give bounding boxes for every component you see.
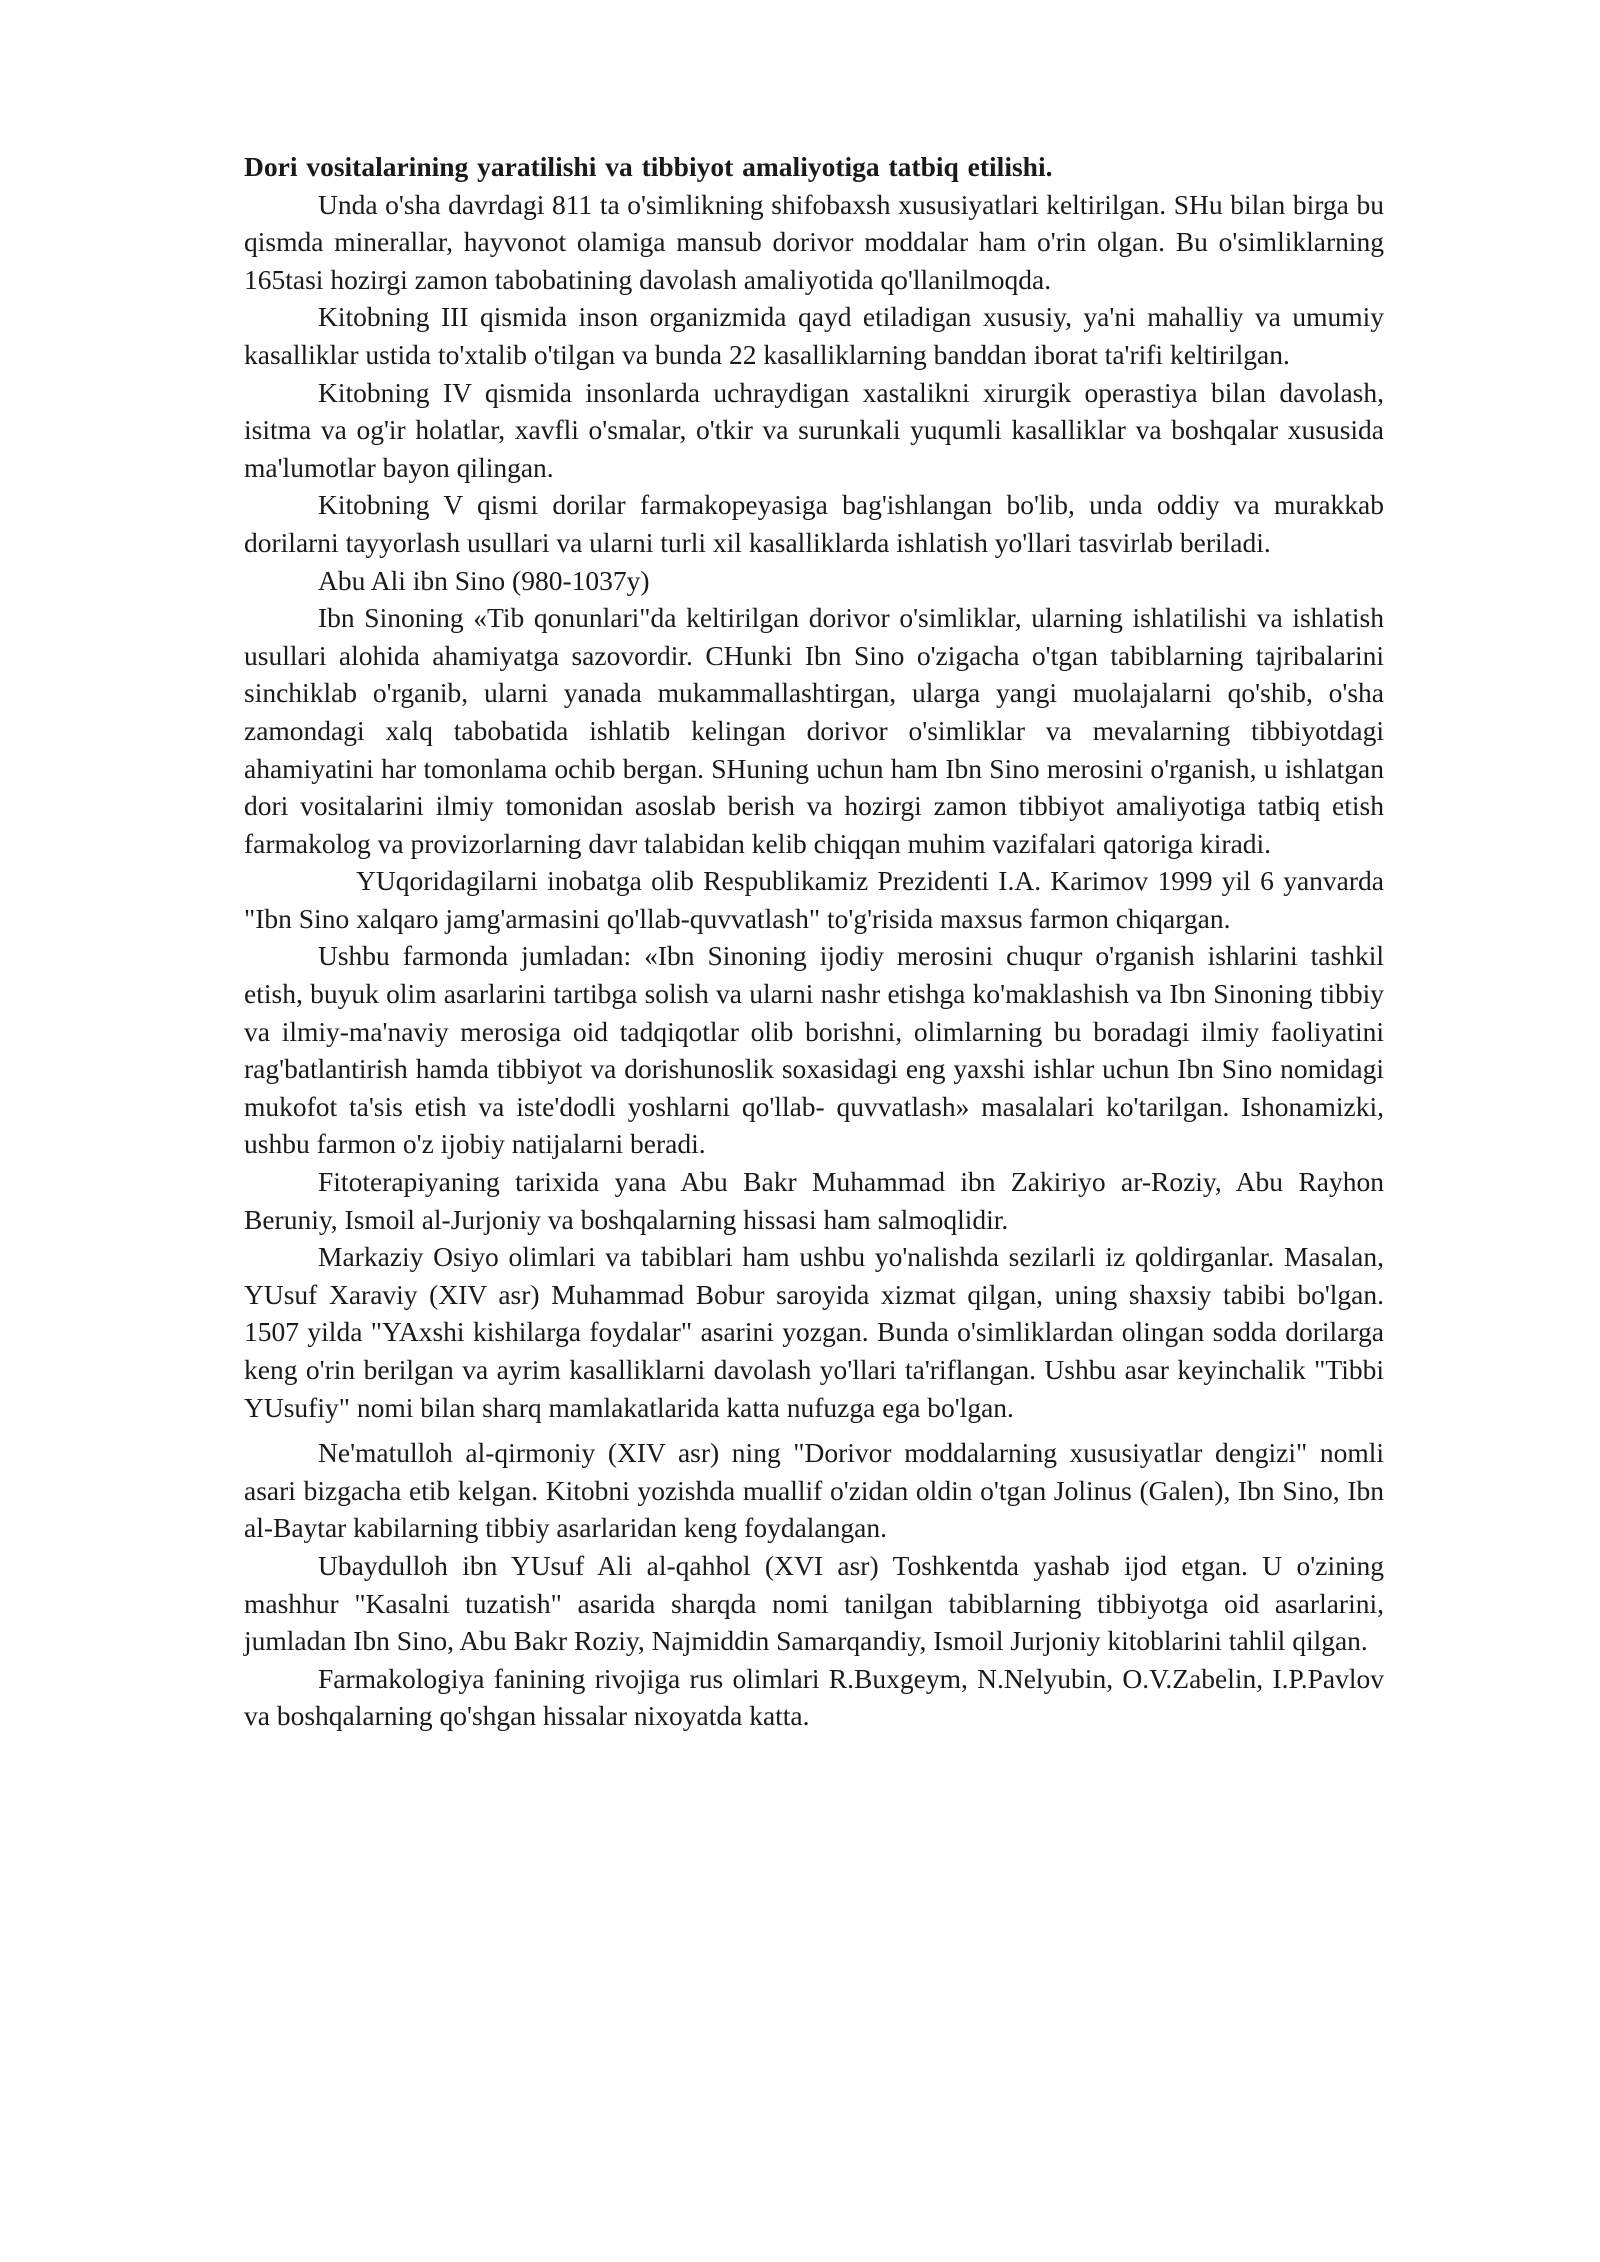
paragraph: Kitobning IV qismida insonlarda uchraydigan xastalikni xirurgik operastiya bilan davolash, isitma va og'ir holatlar, xavfli o'smalar, o'tkir va surunkali yuqumli kasalliklar va boshqalar xususida ma'lumotlar bayon qilingan. xyxy=(244,376,1384,483)
paragraph: Markaziy Osiyo olimlari va tabiblari ham ushbu yo'nalishda sezilarli iz qoldirganlar. Masalan, YUsuf Xaraviy (XIV asr) Muhammad Bobur saroyida xizmat qilgan, uning shaxsiy tabibi bo'lgan. 1507 yilda "YAxshi kishilarga foydalar" asarini yozgan. Bunda o'simliklardan olingan sodda dorilarga keng o'rin berilgan va ayrim kasalliklarni davolash yo'llari ta'riflangan. Ushbu asar keyinchalik "Tibbi YUsufiy" nomi bilan sharq mamlakatlarida katta nufuzga ega bo'lgan. xyxy=(244,1241,1384,1423)
paragraph: Ibn Sinoning «Tib qonunlari"da keltirilgan dorivor o'simliklar, ularning ishlatilishi va ishlatish usullari alohida ahamiyatga sazovordir. CHunki Ibn Sino o'zigacha o'tgan tabiblarning tajribalarini sinchiklab o'rganib, ularni yanada mukammallashtirgan, ularga yangi muolajalarni qo'shib, o'sha zamondagi xalq tabobatida ishlatib kelingan dorivor o'simliklar va mevalarning tibbiyotdagi ahamiyatini har tomonlama ochib bergan. SHuning uchun ham Ibn Sino merosini o'rganish, u ishlatgan dori vositalarini ilmiy tomonidan asoslab berish va hozirgi zamon tibbiyot amaliyotiga tatbiq etish farmakolog va provizorlarning davr talabidan kelib chiqqan muhim vazifalari qatoriga kiradi. xyxy=(244,602,1384,859)
paragraph: Unda o'sha davrdagi 811 ta o'simlikning shifobaxsh xususiyatlari keltirilgan. SHu bilan birga bu qismda minerallar, hayvonot olamiga mansub dorivor moddalar ham o'rin olgan. Bu o'simliklarning 165tasi hozirgi zamon tabobatining davolash amaliyotida qo'llanilmoqda. xyxy=(244,188,1384,295)
paragraph: Ne'matulloh al-qirmoniy (XIV asr) ning "Dorivor moddalarning xususiyatlar dengizi" nomli asari bizgacha etib kelgan. Kitobni yozishda muallif o'zidan oldin o'tgan Jolinus (Galen), Ibn Sino, Ibn al-Baytar kabilarning tibbiy asarlaridan keng foydalangan. xyxy=(244,1437,1384,1544)
paragraph: YUqoridagilarni inobatga olib Respublikamiz Prezidenti I.A. Karimov 1999 yil 6 yanvarda "Ibn Sino xalqaro jamg'armasini qo'llab-quvvatlash" to'g'risida maxsus farmon chiqargan. xyxy=(244,865,1384,934)
document-page xyxy=(244,148,1384,1735)
paragraph: Fitoterapiyaning tarixida yana Abu Bakr Muhammad ibn Zakiriyo ar-Roziy, Abu Rayhon Beruniy, Ismoil al-Jurjoniy va boshqalarning hissasi ham salmoqlidir. xyxy=(244,1166,1384,1235)
paragraph: Kitobning III qismida inson organizmida qayd etiladigan xususiy, ya'ni mahalliy va umumiy kasalliklar ustida to'xtalib o'tilgan va bunda 22 kasalliklarning banddan iborat ta'rifi keltirilgan. xyxy=(244,301,1384,370)
paragraph: Farmakologiya fanining rivojiga rus olimlari R.Buxgeym, N.Nelyubin, O.V.Zabelin, I.P.Pavlov va boshqalarning qo'shgan hissalar nixoyatda katta. xyxy=(244,1662,1384,1732)
paragraph: Ubaydulloh ibn YUsuf Ali al-qahhol (XVI asr) Toshkentda yashab ijod etgan. U o'zining mashhur "Kasalni tuzatish" asarida sharqda nomi tanilgan tabiblarning tibbiyotga oid asarlarini, jumladan Ibn Sino, Abu Bakr Roziy, Najmiddin Samarqandiy, Ismoil Jurjoniy kitoblarini tahlil qilgan. xyxy=(244,1549,1384,1657)
paragraph: Ushbu farmonda jumladan: «Ibn Sinoning ijodiy merosini chuqur o'rganish ishlarini tashkil etish, buyuk olim asarlarini tartibga solish va ularni nashr etishga ko'maklashish va Ibn Sinoning tibbiy va ilmiy-ma'naviy merosiga oid tadqiqotlar olib borishni, olimlarning bu boradagi ilmiy faoliyatini rag'batlantirish hamda tibbiyot va dorishunoslik soxasidagi eng yaxshi ishlar uchun Ibn Sino nomidagi mukofot ta'sis etish va iste'dodli yoshlarni qo'llab- quvvatlash» masalalari ko'tarilgan. Ishonamizki, ushbu farmon o'z ijobiy natijalarni beradi. xyxy=(244,940,1384,1160)
paragraph: Kitobning V qismi dorilar farmakopeyasiga bag'ishlangan bo'lib, unda oddiy va murakkab dorilarni tayyorlash usullari va ularni turli xil kasalliklarda ishlatish yo'llari tasvirlab beriladi. xyxy=(244,489,1384,558)
section-heading: Abu Ali ibn Sino (980-1037y) xyxy=(318,564,650,596)
document-title: Dori vositalarining yaratilishi va tibbiyot amaliyotiga tatbiq etilishi. xyxy=(244,151,1053,182)
